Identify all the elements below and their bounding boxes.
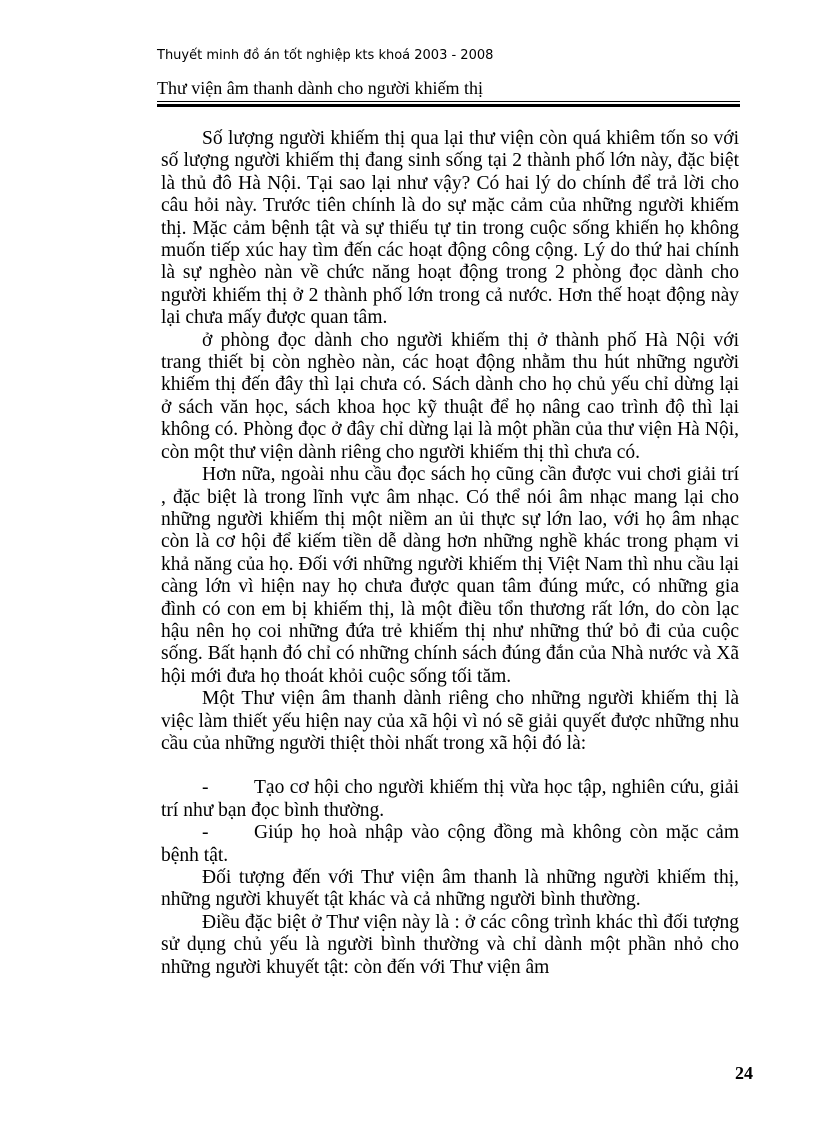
header-rule-thin	[157, 101, 740, 102]
list-item-2	[161, 822, 739, 867]
paragraph-2: ở phòng đọc dành cho người khiếm thị ở thành phố Hà Nội với trang thiết bị còn nghèo nàn, các hoạt động nhằm thu hút những người khiếm thị đến đây thì lại chưa có. Sách dành cho họ chủ yếu chỉ dừng lại ở sách văn học, sách khoa học kỹ thuật để họ nâng cao trình độ thì lại không có. Phòng đọc ở đây chỉ dừng lại là một phần của thư viện Hà Nội, còn một thư viện dành riêng cho người khiếm thị thì chưa có.	[161, 329, 739, 463]
list-item-text: Giúp họ hoà nhập vào cộng đồng mà không còn mặc cảm bệnh tật.	[161, 822, 739, 866]
list-item-text: Tạo cơ hội cho người khiếm thị vừa học tập, nghiên cứu, giải trí như bạn đọc bình thường.	[161, 777, 739, 821]
list-dash: -	[202, 822, 209, 844]
paragraph-6: Điều đặc biệt ở Thư viện này là : ở các công trình khác thì đối tượng sử dụng chủ yếu là người bình thường và chỉ dành một phần nhỏ cho những người khuyết tật: còn đến với Thư viện âm	[161, 911, 739, 978]
paragraph-3: Hơn nữa, ngoài nhu cầu đọc sách họ cũng cần được vui chơi giải trí , đặc biệt là trong lĩnh vực âm nhạc. Có thể nói âm nhạc mang lại cho những người khiếm thị một niềm an ủi thực sự lớn lao, với họ âm nhạc còn là cơ hội để kiếm tiền dễ dàng hơn những nghề khác trong phạm vi khả năng của họ. Đối với những người khiếm thị Việt Nam thì nhu cầu lại càng lớn vì hiện nay họ chưa được quan tâm đúng mức, có những gia đình có con em bị khiếm thị, là một điều tổn thương rất lớn, do còn lạc hậu nên họ coi những đứa trẻ khiếm thị như những thứ bỏ đi của cuộc sống. Bất hạnh đó chỉ có những chính sách đúng đắn của Nhà nước và Xã hội mới đưa họ thoát khỏi cuộc sống tối tăm.	[161, 464, 739, 687]
list-item-1	[161, 777, 739, 822]
paragraph-1: Số lượng người khiếm thị qua lại thư viện còn quá khiêm tốn so với số lượng người khiếm thị đang sinh sống tại 2 thành phố lớn này, đặc biệt là thủ đô Hà Nội. Tại sao lại như vậy? Có hai lý do chính để trả lời cho câu hỏi này. Trước tiên chính là do sự mặc cảm của những người khiếm thị. Mặc cảm bệnh tật và sự thiếu tự tin trong cuộc sống khiến họ không muốn tiếp xúc hay tìm đến các hoạt động công cộng. Lý do thứ hai chính là sự nghèo nàn về chức năng hoạt động trong 2 phòng đọc dành cho người khiếm thị ở 2 thành phố lớn trong cả nước. Hơn thế hoạt động này lại chưa mấy được quan tâm.	[161, 128, 739, 329]
header-title: Thư viện âm thanh dành cho người khiếm thị	[157, 78, 483, 98]
paragraph-4: Một Thư viện âm thanh dành riêng cho những người khiếm thị là việc làm thiết yếu hiện nay của xã hội vì nó sẽ giải quyết được những nhu cầu của những người thiệt thòi nhất trong xã hội đó là:	[161, 688, 739, 754]
body-text	[161, 128, 739, 979]
page-number: 24	[735, 1063, 753, 1083]
header-project-line: Thuyết minh đồ án tốt nghiệp kts khoá 2003 - 2008	[157, 48, 494, 63]
spacer	[161, 755, 739, 777]
header-rule-thick	[157, 104, 740, 107]
paragraph-5: Đối tượng đến với Thư viện âm thanh là những người khiếm thị, những người khuyết tật khác và cả những người bình thường.	[161, 867, 739, 911]
list-dash: -	[202, 777, 209, 799]
